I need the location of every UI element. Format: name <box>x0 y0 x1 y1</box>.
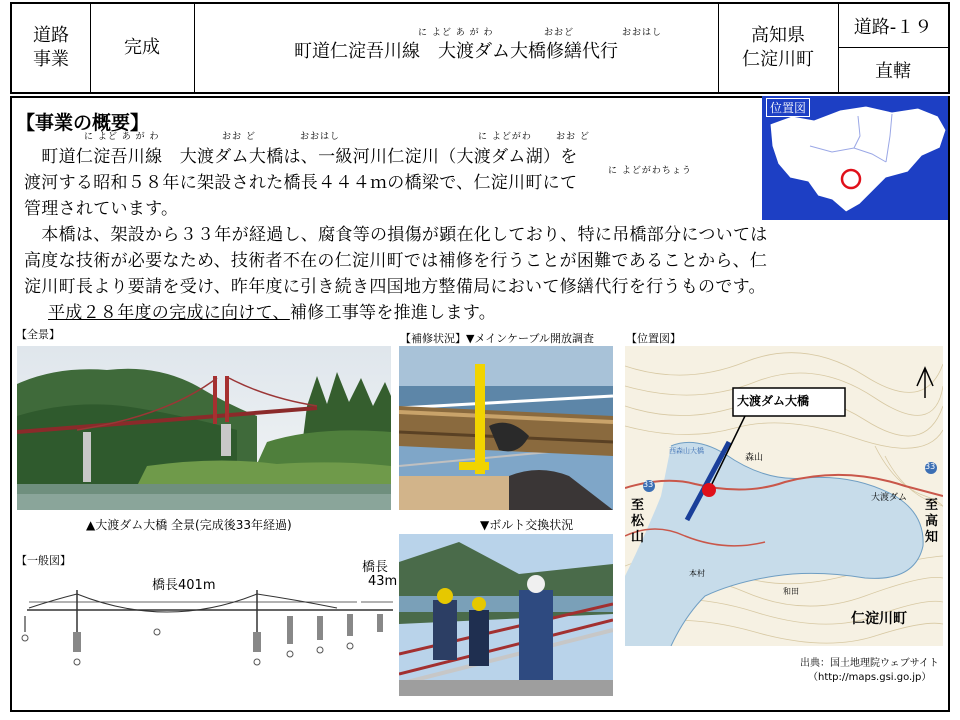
overview-heading: 【事業の概要】 <box>16 112 150 134</box>
para-furigana-2: おお ど <box>222 132 256 142</box>
para-furigana-overlay: に よどがわちょう <box>608 166 692 176</box>
topo-place-b: 本村 <box>689 569 705 578</box>
topo-left-destination <box>631 498 644 546</box>
para-furigana-3: おおはし <box>300 132 341 142</box>
topo-right-2: 高 <box>925 514 939 529</box>
overview-line-3: 管理されています。 <box>24 199 179 219</box>
overview-photo-label: 【全景】 <box>16 328 60 341</box>
topo-place-c: 和田 <box>783 587 799 596</box>
title-furigana-oohashi: おおはし <box>622 28 663 38</box>
project-code: 道路-１９ <box>853 16 933 38</box>
code-cell <box>838 4 948 48</box>
cable-inspection-photo <box>399 346 613 510</box>
overview-line-1: 町道仁淀吾川線 大渡ダム大橋は、一級河川仁淀川（大渡ダム湖）を <box>24 147 578 167</box>
location-inset-map <box>762 96 948 220</box>
category-cell <box>12 4 91 92</box>
topo-left-3: 山 <box>631 530 645 545</box>
category-line1: 道路 <box>33 25 69 46</box>
bolt-photo-caption: ▼ボルト交換状況 <box>480 518 574 532</box>
category-line2: 事業 <box>33 49 69 70</box>
topo-right-3: 知 <box>925 530 939 545</box>
project-type: 直轄 <box>875 61 911 82</box>
general-drawing-label: 【一般図】 <box>16 554 71 567</box>
topo-left-1: 至 <box>631 498 645 513</box>
overview-line-2: 渡河する昭和５８年に架設された橋長４４４ｍの橋梁で、仁淀川町にて <box>24 173 578 193</box>
general-drawing-length-side-label: 橋長 <box>362 560 389 575</box>
title-cell <box>194 4 719 92</box>
location-cell <box>718 4 839 92</box>
topo-left-2: 松 <box>631 514 645 529</box>
title-furigana-niyodogawa: に よど あ が わ <box>418 28 494 38</box>
status-text: 完成 <box>124 37 160 58</box>
topo-bridge-label: 大渡ダム大橋 <box>737 394 810 408</box>
status-cell <box>90 4 195 92</box>
overview-line-4: 本橋は、架設から３３年が経過し、腐食等の損傷が顕在化しており、特に吊橋部分については <box>24 225 768 245</box>
topo-right-destination <box>925 498 938 546</box>
map-source-line2: （http://maps.gsi.go.jp） <box>808 672 932 683</box>
general-drawing-figure <box>17 586 395 696</box>
repair-photo-label: 【補修状況】▼メインケーブル開放調査 <box>400 332 595 345</box>
topo-town-label: 仁淀川町 <box>851 611 907 627</box>
inset-map-label: 位置図 <box>766 98 810 117</box>
overview-line-7-rest: 補修工事等を推進します。 <box>289 303 497 323</box>
prefecture-text: 高知県 <box>751 25 805 46</box>
map-source-line1: 出典：国土地理院ウェブサイト <box>800 658 939 669</box>
bolt-replacement-photo <box>399 534 613 696</box>
topo-dam-label: 大渡ダム <box>871 493 908 503</box>
topo-river-label: 西森山大橋 <box>669 447 704 455</box>
general-drawing-length-side: 43m <box>368 574 398 589</box>
topo-map <box>625 346 943 646</box>
page-title: 町道仁淀吾川線 大渡ダム大橋修繕代行 <box>294 41 618 62</box>
para-furigana-1: に よど あ が わ <box>84 132 160 142</box>
title-furigana-oodo: おおど <box>544 28 575 38</box>
overview-line-5: 高度な技術が必要なため、技術者不在の仁淀川町では補修を行うことが困難であることから、仁 <box>24 251 768 271</box>
bridge-overview-photo <box>17 346 391 510</box>
topo-route-no-right: 33 <box>925 462 936 471</box>
type-cell <box>838 48 948 92</box>
overview-photo-caption: ▲大渡ダム大橋 全景(完成後33年経過) <box>86 518 292 532</box>
overview-line-6: 淀川町長より要請を受け、昨年度に引き続き四国地方整備局において修繕代行を行うものです。 <box>24 277 766 297</box>
para-furigana-5: おお ど <box>556 132 590 142</box>
topo-route-no-left: 33 <box>643 480 654 489</box>
overview-line-7 <box>24 302 496 324</box>
topo-place-a: 森山 <box>745 453 764 463</box>
topo-map-label: 【位置図】 <box>626 332 681 345</box>
header-table <box>10 2 950 94</box>
topo-right-1: 至 <box>925 498 939 513</box>
overview-underlined: 平成２８年度の完成に向けて、 <box>48 303 290 323</box>
para-furigana-4: に よどがわ <box>478 132 532 142</box>
town-text: 仁淀川町 <box>742 49 814 70</box>
general-drawing-length-main: 橋長401m <box>152 578 216 593</box>
